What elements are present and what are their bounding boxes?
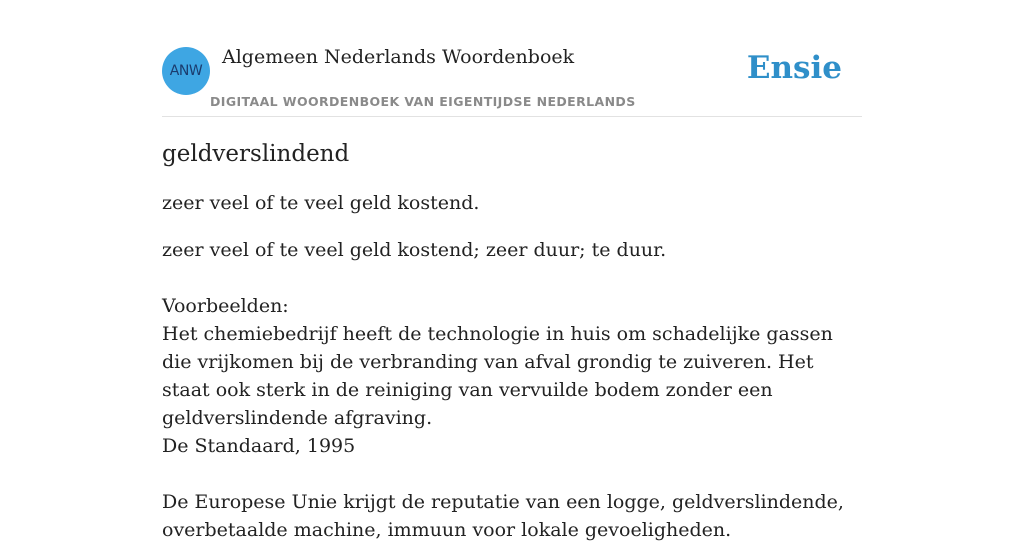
site-subtitle: DIGITAAL WOORDENBOEK VAN EIGENTIJDSE NEDERLANDS	[210, 94, 636, 109]
headword: geldverslindend	[162, 141, 350, 167]
short-definition: zeer veel of te veel geld kostend.	[162, 192, 480, 214]
ensie-logo[interactable]: Ensie	[746, 50, 842, 86]
example-source: De Standaard, 1995	[162, 435, 356, 457]
long-definition: zeer veel of te veel geld kostend; zeer duur; te duur.	[162, 239, 667, 261]
example-text: Het chemiebedrijf heeft de technologie in huis om schadelijke gassen die vrijkomen bij de verbranding van afval grondig te zuiveren. Het staat ook sterk in de reiniging van vervuilde bodem zonder een geldverslindende afgraving.	[162, 323, 833, 429]
anw-logo[interactable]	[162, 47, 210, 95]
entry-content	[162, 138, 862, 544]
site-title[interactable]: Algemeen Nederlands Woordenboek	[222, 46, 575, 68]
example-item	[162, 488, 862, 544]
examples-section	[162, 292, 862, 544]
anw-logo-text: ANW	[169, 63, 203, 79]
examples-label: Voorbeelden:	[162, 295, 289, 317]
site-header	[162, 0, 862, 117]
example-text: De Europese Unie krijgt de reputatie van een logge, geldverslindende, overbetaalde machine, immuun voor lokale gevoeligheden.	[162, 491, 844, 541]
example-item	[162, 320, 862, 460]
